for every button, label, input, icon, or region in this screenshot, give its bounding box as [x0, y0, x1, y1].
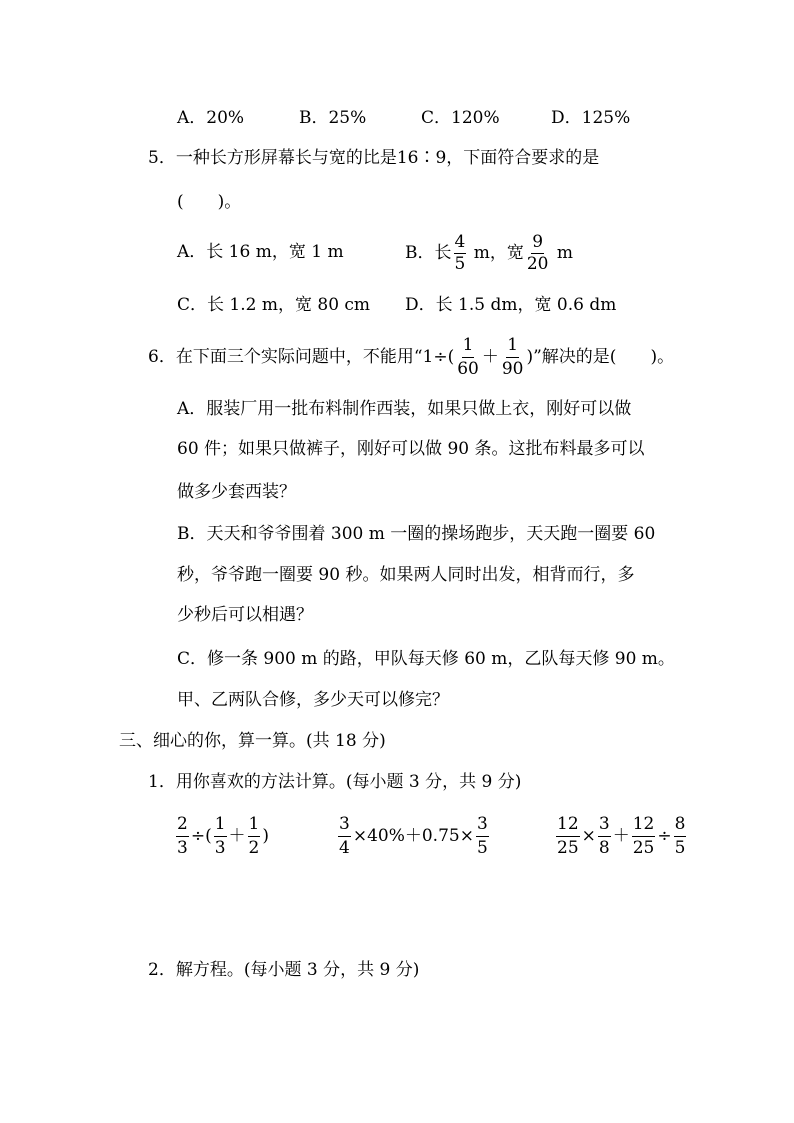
numerator: 8 — [674, 816, 687, 837]
numerator: 12 — [556, 816, 580, 837]
q4-option-d: D．125% — [551, 108, 631, 128]
q6-option-b-line3: 少秒后可以相遇？ — [177, 605, 313, 625]
q5-b-prefix: B．长 — [405, 243, 452, 263]
q4-option-a: A．20% — [177, 108, 245, 128]
fraction — [476, 816, 489, 857]
denominator: 25 — [557, 838, 579, 858]
section3-title: 三、细心的你，算一算。(共 18 分) — [119, 731, 386, 751]
q6-option-a-line2: 60 件；如果只做裤子，刚好可以做 90 条。这批布料最多可以 — [177, 439, 645, 459]
calc-expression-2 — [336, 812, 491, 860]
q5-option-c: C．长 1.2 m，宽 80 cm — [177, 295, 371, 315]
numerator: 4 — [454, 232, 466, 252]
q5-stem: 5．一种长方形屏幕长与宽的比是16∶9，下面符合要求的是 — [148, 148, 600, 168]
denominator: 8 — [598, 838, 610, 858]
q6-option-b-line2: 秒，爷爷跑一圈要 90 秒。如果两人同时出发，相背而行，多 — [177, 565, 635, 585]
fraction — [674, 816, 687, 857]
denominator: 2 — [248, 838, 260, 858]
numerator: 3 — [338, 816, 351, 837]
fraction — [556, 816, 580, 857]
q5-b-mid: m，宽 — [468, 243, 524, 263]
denominator: 60 — [457, 359, 479, 379]
operator: ÷ — [657, 826, 672, 846]
operator: ) — [262, 826, 270, 846]
q6-stem — [148, 333, 674, 381]
numerator: 2 — [176, 816, 189, 837]
q5-option-d: D．长 1.5 dm，宽 0.6 dm — [405, 295, 617, 315]
numerator: 9 — [532, 232, 544, 252]
numerator: 1 — [248, 816, 261, 837]
q5-b-length-fraction — [454, 234, 467, 273]
denominator: 5 — [476, 838, 488, 858]
fraction — [598, 816, 611, 857]
q6-option-a-line1: A．服装厂用一批布料制作西装，如果只做上衣，刚好可以做 — [177, 399, 632, 419]
calc-expression-3 — [554, 812, 688, 860]
numerator: 3 — [476, 816, 489, 837]
denominator: 25 — [632, 838, 655, 858]
q5-b-width-fraction — [526, 234, 550, 273]
plus-sign: ＋ — [481, 347, 499, 367]
fraction — [176, 816, 189, 857]
denominator: 3 — [177, 838, 188, 858]
q6-stem-prefix: 6．在下面三个实际问题中，不能用“1÷( — [148, 347, 455, 367]
q6-option-c-line1: C．修一条 900 m 的路，甲队每天修 60 m，乙队每天修 90 m。 — [177, 649, 675, 669]
q5-option-b — [405, 229, 573, 277]
denominator: 5 — [454, 254, 466, 274]
q6-option-a-line3: 做多少套西装？ — [177, 482, 296, 502]
fraction — [214, 816, 227, 857]
denominator: 3 — [214, 838, 226, 858]
fraction — [632, 816, 656, 857]
denominator: 5 — [674, 838, 686, 858]
numerator: 1 — [506, 337, 519, 358]
denominator: 4 — [339, 838, 350, 858]
numerator: 12 — [632, 816, 656, 837]
q6-option-b-line1: B．天天和爷爷围着 300 m 一圈的操场跑步，天天跑一圈要 60 — [177, 524, 656, 544]
q5-b-suffix: m — [551, 243, 574, 263]
fraction — [248, 816, 261, 857]
operator: × — [581, 826, 596, 846]
q4-option-c: C．120% — [421, 108, 500, 128]
numerator: 1 — [214, 816, 227, 837]
q4-option-b: B．25% — [299, 108, 367, 128]
q5-blank: ( )。 — [177, 192, 242, 212]
q6-stem-suffix: )”解决的是( )。 — [526, 347, 675, 367]
calc-expression-1 — [174, 812, 269, 860]
numerator: 3 — [598, 816, 611, 837]
operator: ÷( — [190, 826, 212, 846]
numerator: 1 — [462, 337, 475, 358]
operator: ＋ — [612, 826, 630, 846]
denominator: 20 — [526, 254, 549, 274]
operator: ×40%＋0.75× — [352, 826, 474, 846]
q5-option-a: A．长 16 m，宽 1 m — [177, 242, 344, 262]
q6-fraction-1-60 — [456, 337, 480, 378]
q6-option-c-line2: 甲、乙两队合修，多少天可以修完？ — [177, 690, 449, 710]
fraction — [338, 816, 351, 857]
section3-sub2: 2．解方程。(每小题 3 分，共 9 分) — [148, 960, 420, 980]
q6-fraction-1-90 — [501, 337, 525, 378]
denominator: 90 — [501, 359, 524, 379]
section3-sub1: 1．用你喜欢的方法计算。(每小题 3 分，共 9 分) — [148, 772, 522, 792]
operator: ＋ — [228, 826, 246, 846]
